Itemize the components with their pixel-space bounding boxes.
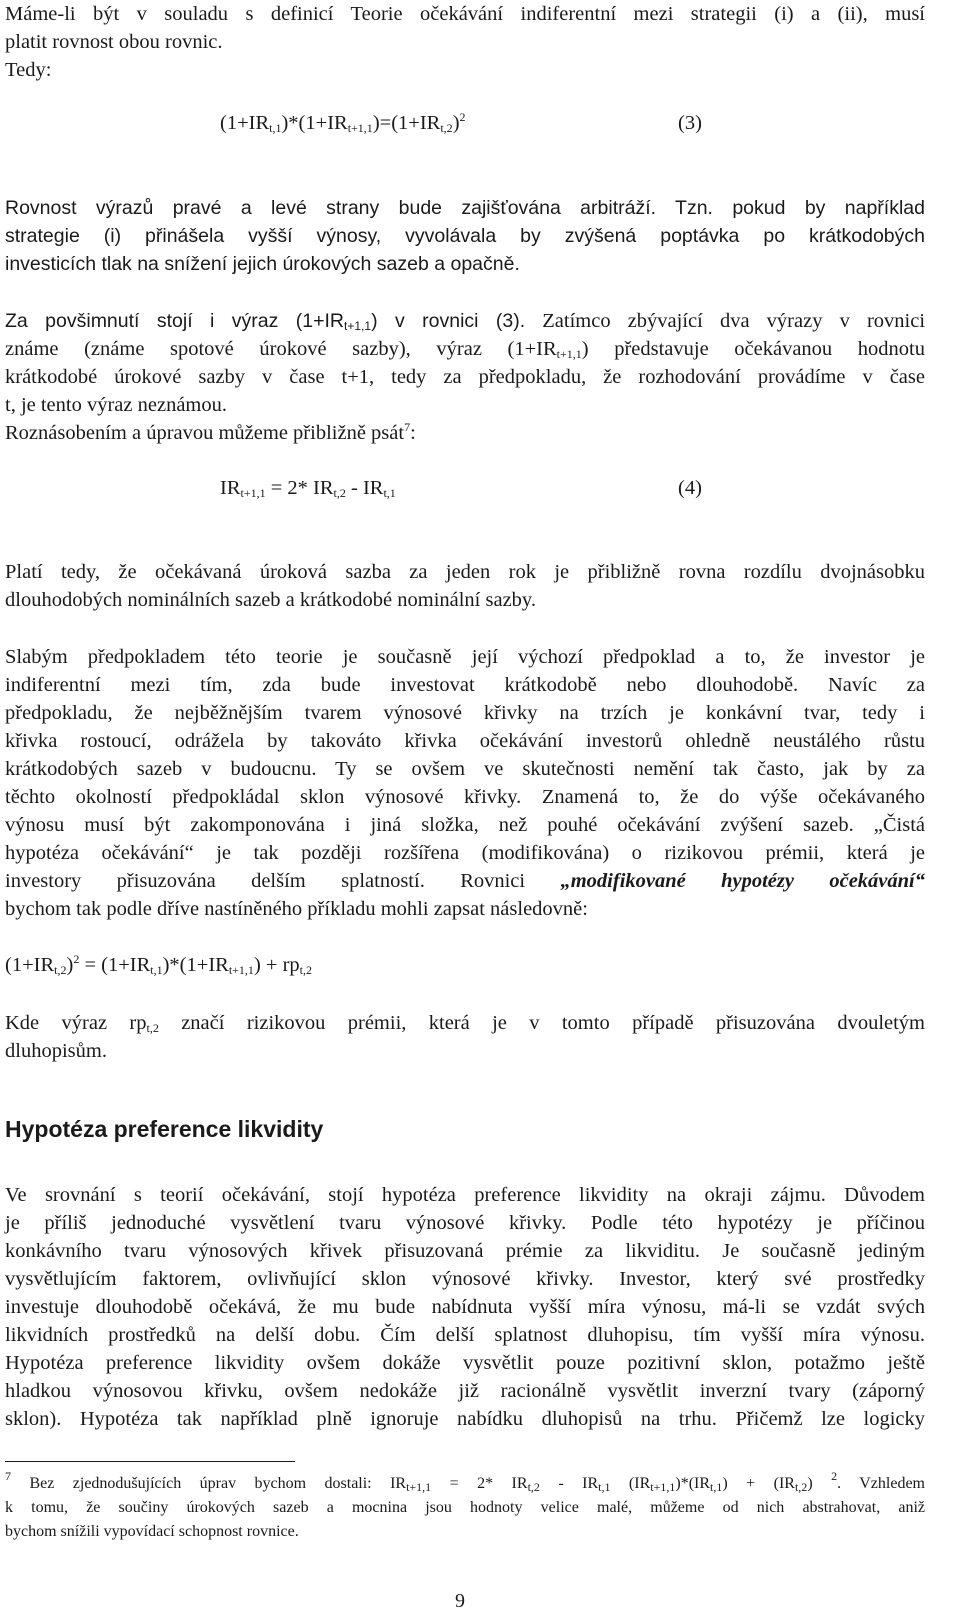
text-line: sklon). Hypotéza tak například plně ignoruje nabídku dluhopisů na trhu. Přičemž lze logicky xyxy=(5,1408,925,1430)
text-line: Rovnost výrazů pravé a levé strany bude zajišťována arbitráží. Tzn. pokud by například xyxy=(5,197,925,219)
text-line: strategie (i) přinášela vyšší výnosy, vyvolávala by zvýšená poptávka po krátkodobých xyxy=(5,225,925,247)
paragraph-6 xyxy=(5,1009,925,1065)
text-line: platit rovnost obou rovnic. xyxy=(5,31,223,53)
footnote-divider xyxy=(5,1461,295,1462)
text-line: bychom tak podle dříve nastíněného příkladu mohli zapsat následovně: xyxy=(5,898,588,920)
equation-3: $(1+IR_{t,1})*(1+IR_{t+1,1})=(1+IR_{t,2})^2$ xyxy=(220,110,466,135)
paragraph-5 xyxy=(5,643,925,923)
equation-3-label: (3) xyxy=(678,112,702,134)
text-line: Hypotéza preference likvidity ovšem dokáže vysvětlit pouze pozitivní sklon, potažmo ještě xyxy=(5,1352,925,1374)
text-line: indiferentní mezi tím, zda bude investovat krátkodobě nebo dlouhodobě. Navíc za xyxy=(5,674,925,696)
equation-4: $IR_{t+1,1} = 2*$ $IR_{t,2} - IR_{t,1}$ xyxy=(220,477,396,500)
footnote-line: k tomu, že součiny úrokových sazeb a mocnina jsou hodnoty velice malé, můžeme od nich abstrahovat, aniž xyxy=(5,1499,925,1516)
text-line: krátkodobých sazeb v budoucnu. Ty se ovšem ve skutečnosti nemění tak často, jak by za xyxy=(5,758,925,780)
text-line: vysvětlujícím faktorem, ovlivňující sklon výnosové křivky. Investor, který své prostředky xyxy=(5,1268,925,1290)
text-line: Slabým předpokladem této teorie je současně její výchozí předpoklad a to, že investor je xyxy=(5,646,925,668)
text-line: Za povšimnutí stojí i výraz $(1+IR_{t+1,1})$ v rovnici (3). Zatímco zbývající dva výrazy v rovnici xyxy=(5,310,926,333)
footnote xyxy=(5,1469,926,1544)
equation-5: $(1+IR_{t,2})^2 = (1+IR_{t,1})*(1+IR_{t+1,1}) + rp_{t,2}$ xyxy=(5,952,312,977)
equation-4-label: (4) xyxy=(678,477,702,499)
text-line: Kde výraz $rp_{t,2}$ značí rizikovou prémii, která je v tomto případě přisuzována dvouletým xyxy=(5,1012,926,1035)
text-line: hladkou výnosovou křivku, ovšem nedokáže již racionálně vysvětlit inverzní tvary (záporný xyxy=(5,1380,925,1402)
text-line: Máme-li být v souladu s definicí Teorie očekávání indiferentní mezi strategii (i) a (ii), musí xyxy=(5,3,925,25)
text-line: investicích tlak na snížení jejich úrokových sazeb a opačně. xyxy=(5,253,520,275)
paragraph-4 xyxy=(5,558,925,614)
page-number: 9 xyxy=(455,1590,465,1612)
text-line: hypotéza očekávání“ je tak později rozšířena (modifikována) o rizikovou prémii, která je xyxy=(5,842,925,864)
text-line: konkávního tvaru výnosových křivek přisuzovaná prémie za likviditu. Je současně jediným xyxy=(5,1240,925,1262)
text-line: Roznásobením a úpravou můžeme přibližně psát$^7$: xyxy=(5,420,416,444)
footnote-line: bychom snížili vypovídací schopnost rovnice. xyxy=(5,1523,299,1540)
text-line: dluhopisům. xyxy=(5,1040,107,1062)
text-line: t, je tento výraz neznámou. xyxy=(5,394,227,416)
text-line: Tedy: xyxy=(5,59,52,81)
paragraph-2 xyxy=(5,194,925,278)
text-line: Platí tedy, že očekávaná úroková sazba za jeden rok je přibližně rovna rozdílu dvojnásobku xyxy=(5,561,925,583)
footnote-mark: 7 xyxy=(5,1469,11,1483)
text-line: těchto okolností předpokládal sklon výnosové křivky. Znamená to, že do výše očekávaného xyxy=(5,786,925,808)
text-line: křivka rostoucí, odrážela by takováto křivka očekávání investorů ohledně neustálého růstu xyxy=(5,730,925,752)
paragraph-7 xyxy=(5,1181,925,1433)
text-line: je příliš jednoduché vysvětlení tvaru výnosové křivky. Podle této hypotézy je příčinou xyxy=(5,1212,925,1234)
text-line: výnosu musí být zakomponována i jiná složka, než pouhé očekávání zvýšení sazeb. „Čistá xyxy=(5,814,925,836)
text-line: krátkodobé úrokové sazby v čase t+1, tedy za předpokladu, že rozhodování provádíme v čase xyxy=(5,366,925,388)
text-line: investuje dlouhodobě očekává, že mu bude nabídnuta vyšší míra výnosu, má-li se vzdát svých xyxy=(5,1296,925,1318)
text-line: dlouhodobých nominálních sazeb a krátkodobé nominální sazby. xyxy=(5,589,536,611)
text-line: Ve srovnání s teorií očekávání, stojí hypotéza preference likvidity na okraji zájmu. Důvodem xyxy=(5,1184,925,1206)
section-heading: Hypotéza preference likvidity xyxy=(5,1116,324,1142)
footnote-line: $^7$ Bez zjednodušujících úprav bychom dostali: $IR_{t+1,1} = 2*$ $IR_{t,2} - IR_{t,1}$ $(IR_{t+1,1})*(IR_{t,1}) + (IR_{t,2})$ $^2$. Vzhledem xyxy=(5,1469,926,1494)
emphasis: „modifikované hypotézy očekávání“ xyxy=(560,870,925,892)
text-line: známe (známe spotové úrokové sazby), výraz $(1+IR_{t+1,1})$ představuje očekávanou hodnotu xyxy=(5,338,925,361)
text-line: likvidních prostředků na delší dobu. Čím delší splatnost dluhopisu, tím vyšší míra výnosu. xyxy=(5,1324,925,1346)
text-line: předpokladu, že nejběžnějším tvarem výnosové křivky na trzích je konkávní tvar, tedy i xyxy=(5,702,925,724)
text-line: investory přisuzována delším splatností. Rovnici „modifikované hypotézy očekávání“ xyxy=(5,870,925,892)
paragraph-1 xyxy=(5,0,925,84)
paragraph-3 xyxy=(5,307,925,447)
